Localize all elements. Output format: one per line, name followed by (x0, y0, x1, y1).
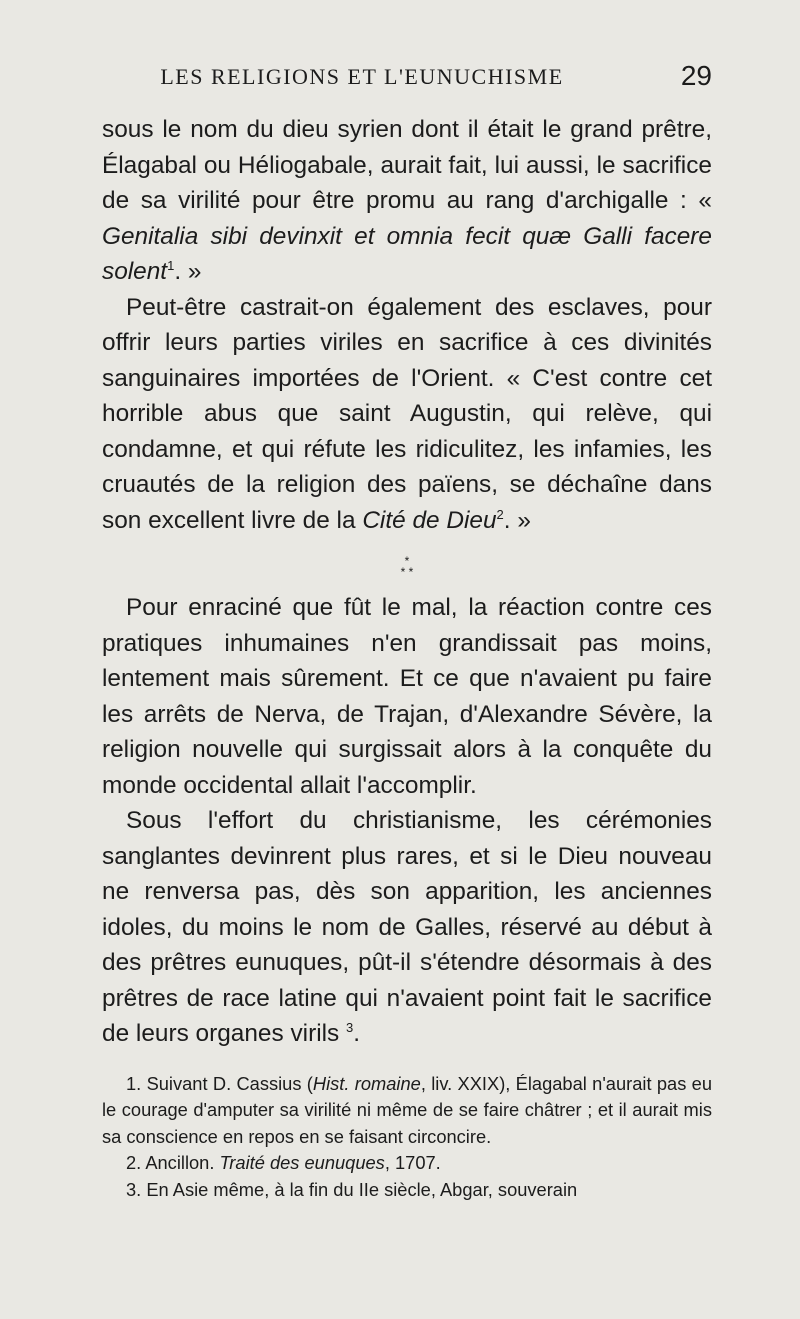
footnote-text: 2. Ancillon. (126, 1152, 220, 1173)
footnote-text: , 1707. (384, 1152, 441, 1173)
paragraph-reaction: Pour enraciné que fût le mal, la réaction contre ces pratiques inhumaines n'en grandissait pas moins, lentement mais sûrement. Et ce que n'avaient pu faire les arrêts de Nerva, de Trajan, d'Alexandre Sévère, la religion nouvelle qui surgissait alors à la conquête du monde occidental allait l'accomplir. (102, 594, 712, 799)
footnote-ref-2: 2 (496, 506, 504, 522)
footnote-text: , liv. XXIX), Élagabal n'aurait pas eu le courage d'amputer sa virilité ni même de se faire châtrer ; et il aurait mis sa conscience en repos en se faisant circoncire. (102, 1072, 712, 1147)
paragraph-esclaves (102, 290, 712, 539)
footnote-ref-1: 1 (167, 257, 175, 273)
running-head (102, 60, 712, 100)
footnote-1 (102, 1071, 712, 1151)
asterism-divider (102, 556, 712, 578)
footnote-title: Hist. romaine (312, 1072, 421, 1094)
footnote-3: 3. En Asie même, à la fin du IIe siècle, Abgar, souverain (126, 1178, 578, 1200)
paragraph-text: . » (174, 258, 202, 285)
paragraph-text: Sous l'effort du christianisme, les cérémonies sanglantes devinrent plus rares, et si le Dieu nouveau ne renversa pas, dès son apparition, les anciennes idoles, du moins le nom de Galles, réservé au début à des prêtres eunuques, pût-il s'étendre désormais à des prêtres de race latine qui n'avaient point fait le sacrifice de leurs organes virils (102, 807, 712, 1047)
footnote-ref-3: 3 (346, 1019, 354, 1035)
asterism-top: * (404, 554, 410, 568)
footnotes (102, 1071, 712, 1204)
footnote-text: 1. Suivant D. Cassius ( (126, 1072, 313, 1094)
page-number: 29 (680, 60, 712, 91)
latin-quote: Genitalia sibi devinxit et omnia fecit quæ Galli facere solent (102, 222, 712, 285)
footnote-2 (102, 1150, 712, 1177)
asterism-bottom: * * (400, 565, 414, 579)
paragraph-text: . » (503, 506, 531, 534)
running-title: LES RELIGIONS ET L'EUNUCHISME (160, 64, 564, 89)
paragraph-text: sous le nom du dieu syrien dont il était le grand prêtre, Élagabal ou Héliogabale, aurait fait, lui aussi, le sacrifice de sa virilité pour être promu au rang d'archigalle : « (102, 116, 712, 214)
footnote-title: Traité des eunuques (219, 1152, 385, 1173)
paragraph-elagabal (102, 112, 712, 290)
main-text (102, 112, 712, 1203)
paragraph-text: Peut-être castrait-on également des esclaves, pour offrir leurs parties viriles en sacrifice à ces divinités sanguinaires importées de l'Orient. « C'est contre cet horrible abus que saint Augustin, qui relève, qui condamne, et qui réfute les ridiculitez, les infamies, les cruautés de la religion des païens, se déchaîne dans son excellent livre de la (102, 293, 712, 534)
book-title: Cité de Dieu (362, 506, 497, 534)
paragraph-text: . (353, 1020, 361, 1047)
paragraph-christianisme (102, 803, 712, 1052)
